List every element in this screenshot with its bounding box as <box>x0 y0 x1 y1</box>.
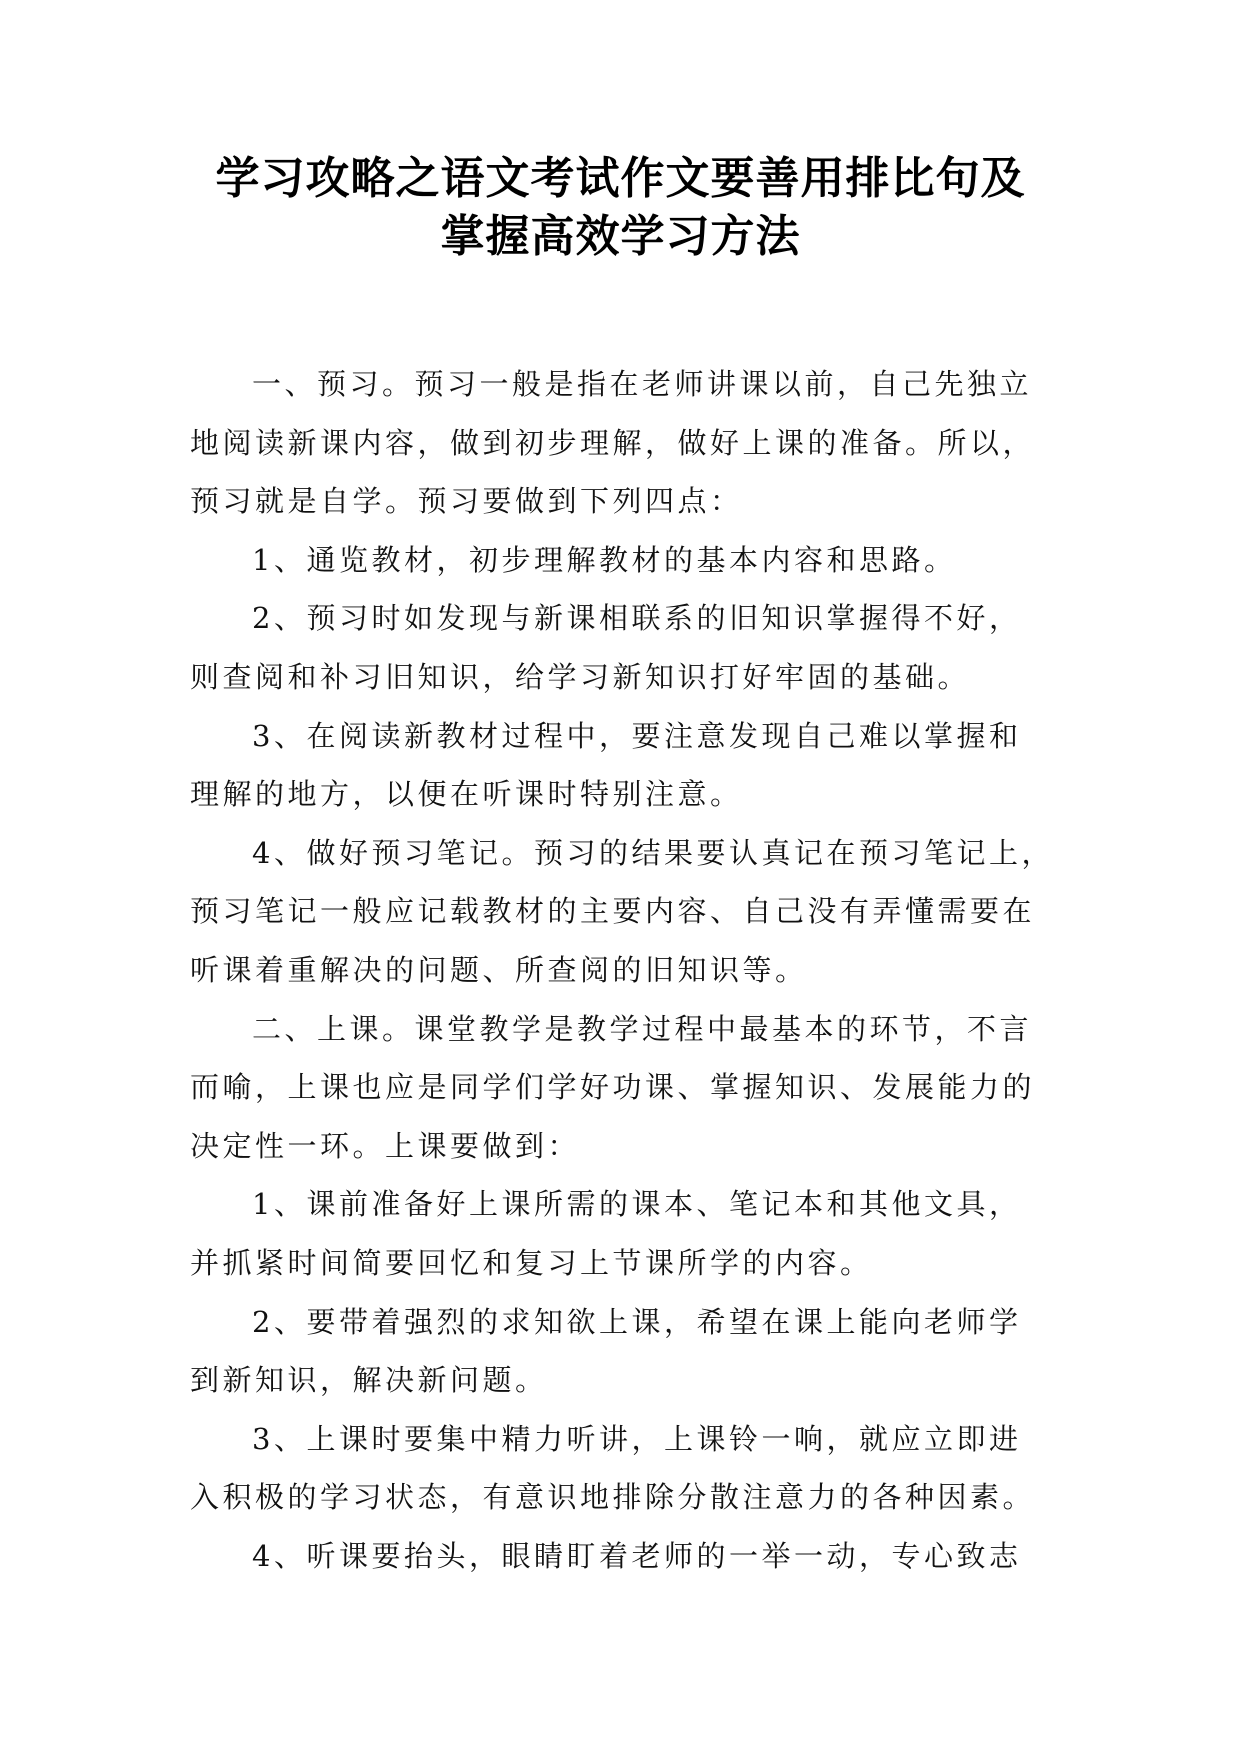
paragraph-line: 4、听课要抬头，眼睛盯着老师的一举一动，专心致志 <box>252 1538 1022 1573</box>
paragraph-line: 一、预习。预习一般是指在老师讲课以前，自己先独立 <box>252 367 1033 401</box>
paragraph-line: 二、上课。课堂教学是教学过程中最基本的环节，不言 <box>252 1011 1033 1046</box>
title-line-2: 掌握高效学习方法 <box>440 211 801 262</box>
title-line-1: 学习攻略之语文考试作文要善用排比句及 <box>215 153 1026 204</box>
paragraph-line: 预习就是自学。预习要做到下列四点： <box>190 484 743 519</box>
paragraph-line: 并抓紧时间简要回忆和复习上节课所学的内容。 <box>190 1245 873 1280</box>
paragraph-line: 理解的地方，以便在听课时特别注意。 <box>190 777 743 812</box>
paragraph-line: 4、做好预习笔记。预习的结果要认真记在预习笔记上， <box>252 835 1054 870</box>
document-title <box>140 150 1101 266</box>
paragraph-line: 地阅读新课内容，做到初步理解，做好上课的准备。所以， <box>190 425 1036 460</box>
paragraph-line: 2、预习时如发现与新课相联系的旧知识掌握得不好， <box>252 601 1022 636</box>
paragraph-line: 3、上课时要集中精力听讲，上课铃一响，就应立即进 <box>252 1421 1022 1456</box>
paragraph-line: 2、要带着强烈的求知欲上课，希望在课上能向老师学 <box>252 1304 1022 1339</box>
document-body <box>190 355 1056 1585</box>
paragraph-line: 预习笔记一般应记载教材的主要内容、自己没有弄懂需要在 <box>190 894 1036 929</box>
paragraph-line: 1、课前准备好上课所需的课本、笔记本和其他文具， <box>252 1187 1022 1222</box>
paragraph-line: 而喻，上课也应是同学们学好功课、掌握知识、发展能力的 <box>190 1070 1036 1105</box>
paragraph-line: 入积极的学习状态，有意识地排除分散注意力的各种因素。 <box>190 1480 1036 1515</box>
paragraph-line: 到新知识，解决新问题。 <box>190 1363 548 1398</box>
paragraph-line: 决定性一环。上课要做到： <box>190 1128 581 1163</box>
paragraph-line: 1、通览教材，初步理解教材的基本内容和思路。 <box>252 542 957 577</box>
paragraph-line: 3、在阅读新教材过程中，要注意发现自己难以掌握和 <box>252 718 1022 753</box>
paragraph-line: 听课着重解决的问题、所查阅的旧知识等。 <box>190 952 808 987</box>
paragraph-line: 则查阅和补习旧知识，给学习新知识打好牢固的基础。 <box>190 659 971 694</box>
